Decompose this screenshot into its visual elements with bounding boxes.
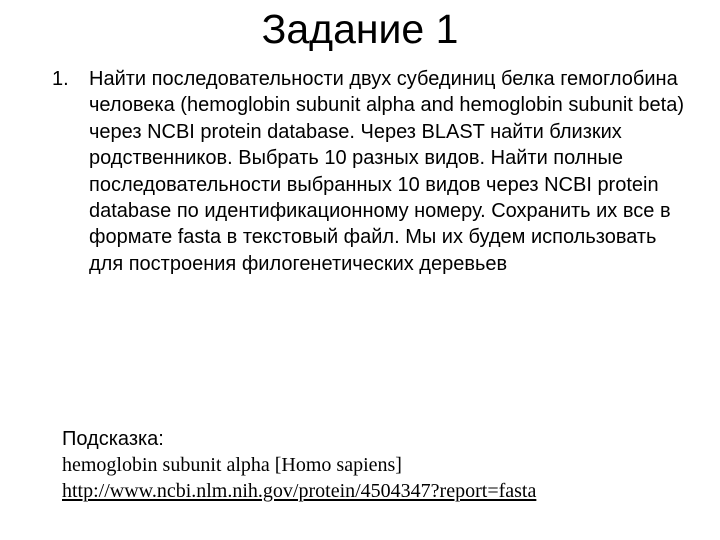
hint-link[interactable]: http://www.ncbi.nlm.nih.gov/protein/4504347?report=fasta [62, 480, 537, 502]
task-text: Найти последовательности двух субединиц белка гемоглобина человека (hemoglobin subunit alpha and hemoglobin subunit beta) через NCBI protein database. Через BLAST найти близких родственников. Выбрать 10 разных видов. Найти полные последовательности выбранных 10 видов через NCBI protein database по идентификационному номеру. Сохранить их все в формате fasta в текстовый файл. Мы их будем использовать для построения филогенетических деревьев [89, 68, 684, 275]
hint-link-wrapper [62, 478, 702, 504]
hint-block [62, 426, 702, 504]
hint-description: hemoglobin subunit alpha [Homo sapiens] [62, 454, 402, 476]
hint-label: Подсказка: [62, 428, 164, 450]
slide-title: Задание 1 [261, 6, 459, 52]
task-item [52, 66, 692, 277]
task-list [52, 66, 692, 277]
task-number: 1. [52, 68, 69, 90]
